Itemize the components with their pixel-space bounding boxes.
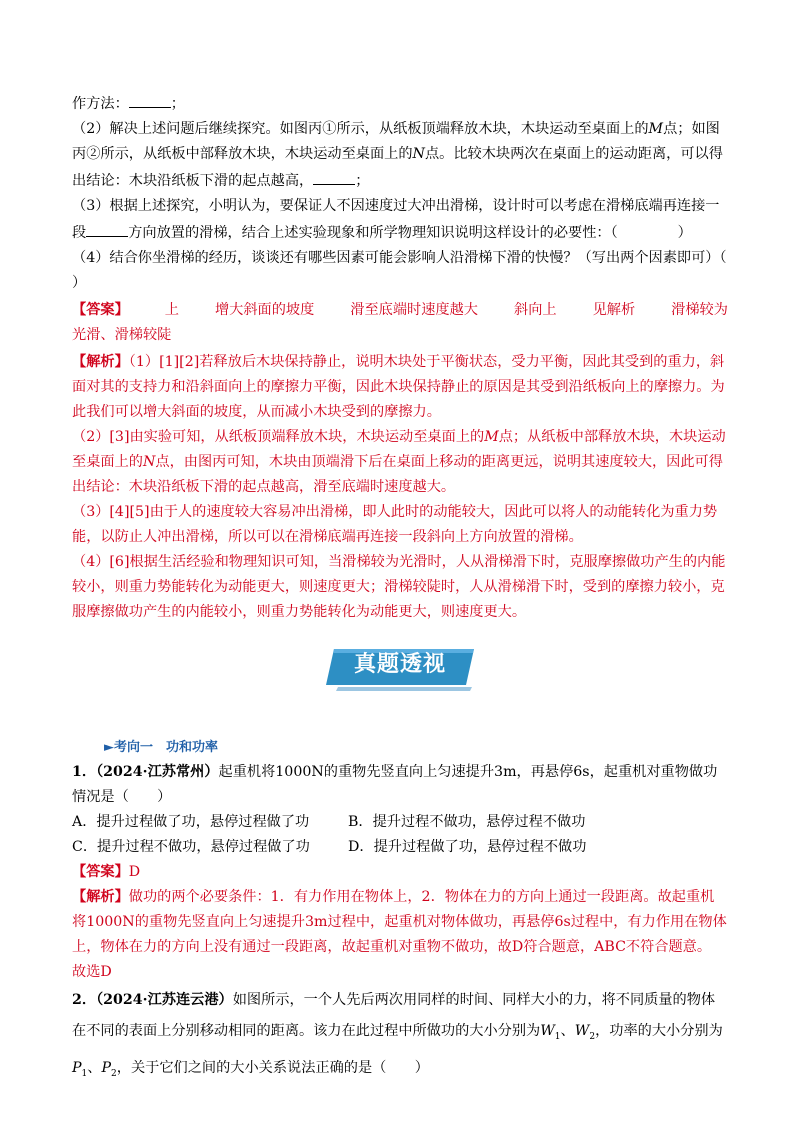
option-a: A．提升过程做了功，悬停过程做了功 bbox=[72, 814, 310, 830]
answer-blank bbox=[313, 167, 355, 185]
text: 点；如图丙②所示，从纸板中部释放木块，木块运动至桌面上的 bbox=[72, 121, 720, 162]
prev-question-line0 bbox=[72, 90, 728, 117]
answer-blank bbox=[86, 219, 128, 237]
analysis-1-s4: （4）[6]根据生活经验和物理知识可知，当滑梯较为光滑时，人从滑梯滑下时，克服摩擦做功产生的内能较小，则重力势能转化为动能更大，则速度更大；滑梯较陡时，人从滑梯滑下时，受到的摩擦力较小，克服摩擦做功产生的内能较小，则重力势能转化为动能更大，则速度更大。 bbox=[72, 554, 726, 620]
question-1-answer bbox=[72, 860, 728, 885]
analysis-tag: 【解析】 bbox=[72, 354, 129, 370]
point-n: N bbox=[412, 146, 425, 162]
question-1-analysis bbox=[72, 885, 728, 960]
question-1-conclusion: 故选D bbox=[72, 964, 112, 980]
answer-tag: 【答案】 bbox=[72, 302, 129, 318]
question-source: （2024·江苏连云港） bbox=[96, 992, 233, 1008]
section-banner bbox=[72, 639, 728, 735]
analysis-1-s2 bbox=[72, 425, 728, 500]
text: 方向放置的滑梯，结合上述实验现象和所学物理知识说明这样设计的必要性：（ bbox=[128, 225, 618, 241]
answer-block-1 bbox=[72, 298, 728, 323]
option-d: D．提升过程做了功，悬停过程不做功 bbox=[348, 839, 587, 855]
question-1 bbox=[72, 760, 728, 810]
text: ，功率的大小分别为 bbox=[595, 1023, 723, 1039]
point-m: M bbox=[648, 121, 664, 137]
question-source: （2024·江苏常州） bbox=[96, 764, 219, 780]
prev-question-part4 bbox=[72, 246, 728, 296]
answer-item: 斜向上 bbox=[514, 302, 557, 318]
answer-item: 滑梯较为 bbox=[671, 302, 728, 318]
answer-item: 滑至底端时速度越大 bbox=[350, 302, 478, 318]
text: （1）[1][2]若释放后木块保持静止，说明木块处于平衡状态，受力平衡，因此其受到的重力，斜面对其的支持力和沿斜面向上的摩擦力平衡，因此木块保持静止的原因是其受到沿纸板向上的摩擦力。为此我们可以增大斜面的坡度，从而减小木块受到的摩擦力。 bbox=[72, 354, 725, 420]
answer-item: 增大斜面的坡度 bbox=[214, 302, 315, 318]
analysis-1-s3: （3）[4][5]由于人的速度较大容易冲出滑梯，即人此时的动能较大，因此可以将人的动能转化为重力势能，以防止人冲出滑梯，所以可以在滑梯底端再连接一段斜向上方向放置的滑梯。 bbox=[72, 504, 718, 545]
answer-tag: 【答案】 bbox=[72, 864, 129, 880]
banner-title: 真题透视 bbox=[353, 652, 446, 677]
point-n: N bbox=[142, 454, 156, 470]
text: （2）解决上述问题后继续探究。如图丙①所示，从纸板顶端释放木块，木块运动至桌面上的 bbox=[72, 121, 649, 137]
analysis-1-s1 bbox=[72, 350, 728, 425]
subscript: 2 bbox=[111, 1068, 117, 1079]
text: （4）结合你坐滑梯的经历，谈谈还有哪些因素可能会影响人沿滑梯下滑的快慢？（写出两个因素即可）（ bbox=[72, 250, 727, 266]
text: 、 bbox=[560, 1023, 575, 1039]
question-number: 2． bbox=[72, 992, 97, 1008]
text: 做功的两个必要条件：1．有力作用在物体上，2．物体在力的方向上通过一段距离。故起重机将1000N的重物先竖直向上匀速提升3m过程中，起重机对物体做功，再悬停6s过程中，有力作用在物体上，物体在力的方向上没有通过一段距离，故起重机对重物不做功，故D符合题意，ABC不符合题意。 bbox=[72, 889, 727, 955]
subscript: 1 bbox=[554, 1031, 561, 1042]
prev-question-part3 bbox=[72, 194, 728, 246]
question-1-options bbox=[72, 810, 728, 860]
text: 点，由图丙可知，木块由顶端滑下后在桌面上移动的距离更远，说明其速度较大，因此可得出结论：木块沿纸板下滑的起点越高，滑至底端时速度越大。 bbox=[72, 454, 723, 495]
symbol-w2: W bbox=[574, 1023, 590, 1039]
point-m: M bbox=[484, 429, 499, 445]
text: ； bbox=[355, 173, 370, 189]
text: ） bbox=[677, 225, 692, 241]
direction-heading: ►考向一 功和功率 bbox=[104, 740, 218, 755]
text: 作方法： bbox=[72, 96, 129, 112]
option-b: B．提升过程不做功，悬停过程不做功 bbox=[348, 814, 586, 830]
option-c: C．提升过程不做功，悬停过程做了功 bbox=[72, 839, 310, 855]
question-stem: 如图所示，一个人先后两次用同样的时间、同样大小的力，将不同质量的物体在不同的表面上分别移动相同的距离。该力在此过程中所做功的大小分别为 bbox=[72, 992, 716, 1039]
symbol-w1: W bbox=[540, 1023, 555, 1039]
answer-item: 上 bbox=[164, 302, 179, 318]
document-page bbox=[72, 88, 728, 1090]
question-stem: 起重机将1000N的重物先竖直向上匀速提升3m，再悬停6s，起重机对重物做功情况是（ ） bbox=[72, 764, 718, 805]
text: 点；从纸板中部释放木块，木块运动至桌面上的 bbox=[72, 429, 726, 470]
answer-item: 见解析 bbox=[592, 302, 636, 318]
subscript: 2 bbox=[589, 1031, 596, 1042]
text: ） bbox=[72, 275, 87, 291]
symbol-p2: P bbox=[101, 1059, 112, 1076]
answer-blank bbox=[129, 90, 171, 108]
answer-block-1-cont: 光滑、滑梯较陡 bbox=[72, 327, 172, 343]
text: 点。比较木块两次在桌面上的运动距离，可以得出结论：木块沿纸板下滑的起点越高， bbox=[72, 146, 723, 189]
text: ； bbox=[170, 96, 185, 112]
text: 、 bbox=[87, 1059, 102, 1076]
text: （3）根据上述探究，小明认为，要保证人不因速度过大冲出滑梯，设计时可以考虑在滑梯底端再连接一段 bbox=[72, 198, 720, 241]
question-number: 1． bbox=[72, 764, 97, 780]
analysis-tag: 【解析】 bbox=[72, 889, 129, 905]
prev-question-part2 bbox=[72, 117, 728, 194]
answer-value: D bbox=[128, 864, 141, 880]
question-2 bbox=[72, 985, 728, 1090]
subscript: 1 bbox=[81, 1068, 88, 1079]
symbol-p1: P bbox=[72, 1059, 82, 1076]
text: ，关于它们之间的大小关系说法正确的是（ ） bbox=[116, 1059, 429, 1076]
text: （2）[3]由实验可知，从纸板顶端释放木块，木块运动至桌面上的 bbox=[72, 429, 485, 445]
